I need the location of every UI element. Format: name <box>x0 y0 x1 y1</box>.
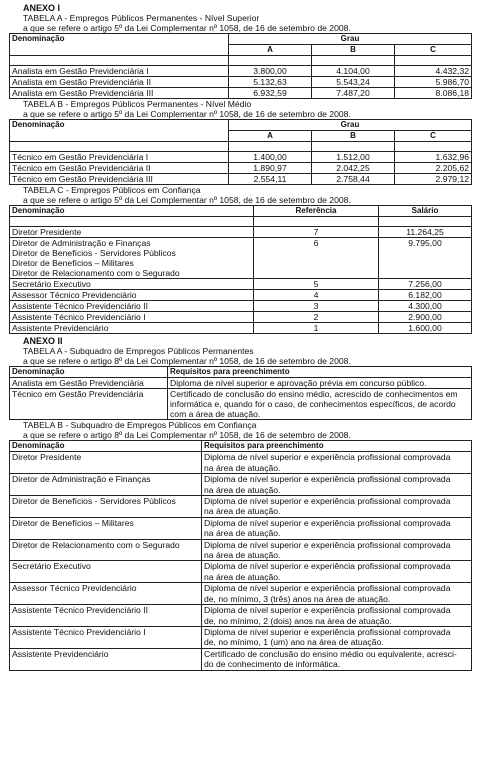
anexo1-tableA-title: TABELA A - Empregos Públicos Permanentes - Nível Superior <box>23 13 260 23</box>
value-cell: 2.042,25 <box>312 163 395 174</box>
denominacao-cell: Analista em Gestão Previdenciária I <box>10 66 229 77</box>
denominacao-cell: Analista em Gestão Previdenciária II <box>10 77 229 88</box>
value-cell: 1.512,00 <box>312 152 395 163</box>
table-row <box>10 474 472 496</box>
requisitos-line: informática e, quando for o caso, de conhecimentos específicos, de acordo <box>170 399 456 409</box>
requisitos-line: com a área de atuação. <box>170 409 261 419</box>
table-row <box>10 152 472 163</box>
value-cell: 2.205,62 <box>395 163 472 174</box>
salario-cell: 1.600,00 <box>379 323 472 334</box>
salario-cell: 2.900,00 <box>379 312 472 323</box>
value-cell: 6.932,59 <box>229 88 312 99</box>
table-row <box>10 312 472 323</box>
requisitos-line: na área de atuação. <box>204 484 281 495</box>
denominacao-cell: Assessor Técnico Previdenciário <box>10 290 254 301</box>
referencia-cell: 4 <box>254 290 379 301</box>
col-header-referencia: Referência <box>254 206 379 217</box>
denominacao-line: Diretor de Benefícios – Militares <box>12 258 134 268</box>
anexo1-tableA <box>9 33 472 99</box>
table-row <box>10 77 472 88</box>
requisitos-line: Certificado de conclusão do ensino médio ou equivalente, acresci- <box>204 648 457 659</box>
anexo1-tableA-subtitle: a que se refere o artigo 5º da Lei Complementar nº 1058, de 16 de setembro de 2008. <box>23 23 351 33</box>
table-row <box>10 88 472 99</box>
table-row <box>10 378 472 389</box>
denominacao-cell: Técnico em Gestão Previdenciária III <box>10 174 229 185</box>
anexo-2-title: ANEXO II <box>23 336 63 346</box>
salario-cell: 7.256,00 <box>379 279 472 290</box>
denominacao-cell: Diretor de Benefícios - Servidores Públicos <box>10 496 202 518</box>
table-row <box>10 389 472 420</box>
referencia-cell: 2 <box>254 312 379 323</box>
table-row <box>10 648 472 670</box>
anexo1-tableC-title: TABELA C - Empregos Públicos em Confiança <box>23 185 201 195</box>
requisitos-line: de, no mínimo, 2 (dois) anos na área de atuação. <box>204 615 392 626</box>
requisitos-cell <box>202 561 472 583</box>
col-header-denominacao: Denominação <box>10 120 229 142</box>
anexo2-tableA <box>9 366 472 420</box>
salario-cell: 6.182,00 <box>379 290 472 301</box>
value-cell: 3.800,00 <box>229 66 312 77</box>
denominacao-cell: Diretor de Relacionamento com o Segurado <box>10 539 202 561</box>
table-row <box>10 174 472 185</box>
value-cell: 2.554,11 <box>229 174 312 185</box>
referencia-cell: 5 <box>254 279 379 290</box>
grade-header: C <box>395 45 472 56</box>
requisitos-line: Diploma de nível superior e experiência profissional comprovada <box>204 474 451 485</box>
requisitos-line: do de conhecimento de informática. <box>204 659 341 670</box>
denominacao-cell: Diretor de Benefícios – Militares <box>10 517 202 539</box>
anexo2-tableB-subtitle: a que se refere o artigo 8º da Lei Complementar nº 1058, de 16 de setembro de 2008. <box>23 430 351 440</box>
requisitos-cell <box>202 496 472 518</box>
denominacao-cell: Assistente Técnico Previdenciário I <box>10 626 202 648</box>
table-row <box>10 66 472 77</box>
value-cell: 7.487,20 <box>312 88 395 99</box>
anexo1-tableB-subtitle: a que se refere o artigo 5º da Lei Complementar nº 1058, de 16 de setembro de 2008. <box>23 109 351 119</box>
requisitos-cell <box>168 389 472 420</box>
requisitos-line: Diploma de nível superior e experiência profissional comprovada <box>204 452 451 463</box>
table-row <box>10 452 472 474</box>
denominacao-cell: Assistente Técnico Previdenciário II <box>10 301 254 312</box>
referencia-cell: 3 <box>254 301 379 312</box>
referencia-cell: 6 <box>254 238 379 279</box>
requisitos-cell <box>202 626 472 648</box>
salario-cell: 4.300,00 <box>379 301 472 312</box>
value-cell: 1.632,96 <box>395 152 472 163</box>
requisitos-line: Diploma de nível superior e experiência profissional comprovada <box>204 517 451 528</box>
denominacao-cell: Assistente Previdenciário <box>10 323 254 334</box>
anexo1-tableB-title: TABELA B - Empregos Públicos Permanentes - Nível Médio <box>23 99 252 109</box>
denominacao-cell <box>10 238 254 279</box>
requisitos-cell <box>202 605 472 627</box>
grade-header: C <box>395 131 472 142</box>
value-cell: 5.543,24 <box>312 77 395 88</box>
denominacao-cell: Assistente Técnico Previdenciário I <box>10 312 254 323</box>
denominacao-cell: Secretário Executivo <box>10 561 202 583</box>
table-row <box>10 496 472 518</box>
grade-header: B <box>312 45 395 56</box>
col-header-denominacao: Denominação <box>10 34 229 56</box>
salario-cell: 11.264,25 <box>379 227 472 238</box>
anexo1-tableC-subtitle: a que se refere o artigo 5º da Lei Complementar nº 1058, de 16 de setembro de 2008. <box>23 195 351 205</box>
salario-cell: 9.795,00 <box>379 238 472 279</box>
col-header-denominacao: Denominação <box>10 367 168 378</box>
denominacao-cell: Secretário Executivo <box>10 279 254 290</box>
denominacao-line: Diretor de Benefícios - Servidores Públicos <box>12 248 176 258</box>
requisitos-cell <box>202 452 472 474</box>
table-row <box>10 227 472 238</box>
requisitos-line: Diploma de nível superior e experiência profissional comprovada <box>204 583 451 594</box>
table-row <box>10 290 472 301</box>
grade-header: B <box>312 131 395 142</box>
value-cell: 2.979,12 <box>395 174 472 185</box>
denominacao-cell: Técnico em Gestão Previdenciária II <box>10 163 229 174</box>
value-cell: 4.432,32 <box>395 66 472 77</box>
denominacao-cell: Analista em Gestão Previdenciária <box>10 378 168 389</box>
table-row <box>10 605 472 627</box>
col-header-grau: Grau <box>229 120 472 131</box>
requisitos-line: Diploma de nível superior e experiência profissional comprovada <box>204 626 451 637</box>
requisitos-cell <box>202 648 472 670</box>
requisitos-line: de, no mínimo, 3 (três) anos na área de atuação. <box>204 593 391 604</box>
table-row <box>10 238 472 279</box>
requisitos-line: Diploma de nível superior e experiência profissional comprovada <box>204 496 451 507</box>
col-header-requisitos: Requisitos para preenchimento <box>168 367 472 378</box>
requisitos-cell <box>202 539 472 561</box>
table-row <box>10 163 472 174</box>
requisitos-line: Diploma de nível superior e experiência profissional comprovada <box>204 539 451 550</box>
table-row <box>10 626 472 648</box>
grade-header: A <box>229 131 312 142</box>
requisitos-line: na área de atuação. <box>204 506 281 517</box>
anexo2-tableA-title: TABELA A - Subquadro de Empregos Públicos Permanentes <box>23 346 254 356</box>
value-cell: 2.758,44 <box>312 174 395 185</box>
col-header-grau: Grau <box>229 34 472 45</box>
denominacao-cell: Analista em Gestão Previdenciária III <box>10 88 229 99</box>
denominacao-cell: Técnico em Gestão Previdenciária I <box>10 152 229 163</box>
denominacao-cell: Assistente Previdenciário <box>10 648 202 670</box>
col-header-denominacao: Denominação <box>10 441 202 452</box>
value-cell: 5.132,63 <box>229 77 312 88</box>
table-row <box>10 583 472 605</box>
col-header-requisitos: Requisitos para preenchimento <box>202 441 472 452</box>
requisitos-line: na área de atuação. <box>204 462 281 473</box>
anexo2-tableB <box>9 440 472 671</box>
denominacao-cell: Diretor Presidente <box>10 452 202 474</box>
requisitos-line: Certificado de conclusão do ensino médio, acrescido de conhecimentos em <box>170 389 458 399</box>
col-header-salario: Salário <box>379 206 472 217</box>
referencia-cell: 7 <box>254 227 379 238</box>
denominacao-line: Diretor de Relacionamento com o Segurado <box>12 268 180 278</box>
table-row <box>10 539 472 561</box>
requisitos-line: na área de atuação. <box>204 528 281 539</box>
denominacao-cell: Assistente Técnico Previdenciário II <box>10 605 202 627</box>
anexo1-tableC <box>9 205 472 334</box>
value-cell: 8.086,18 <box>395 88 472 99</box>
requisitos-line: de, no mínimo, 1 (um) ano na área de atuação. <box>204 637 384 648</box>
value-cell: 5.986,70 <box>395 77 472 88</box>
requisitos-line: na área de atuação. <box>204 550 281 561</box>
value-cell: 1.400,00 <box>229 152 312 163</box>
table-row <box>10 301 472 312</box>
table-row <box>10 279 472 290</box>
requisitos-cell <box>202 517 472 539</box>
table-row <box>10 561 472 583</box>
requisitos-cell <box>168 378 472 389</box>
referencia-cell: 1 <box>254 323 379 334</box>
denominacao-cell: Diretor de Administração e Finanças <box>10 474 202 496</box>
requisitos-line: Diploma de nível superior e experiência profissional comprovada <box>204 605 451 616</box>
denominacao-cell: Assessor Técnico Previdenciário <box>10 583 202 605</box>
value-cell: 1.890,97 <box>229 163 312 174</box>
denominacao-cell: Diretor Presidente <box>10 227 254 238</box>
value-cell: 4.104,00 <box>312 66 395 77</box>
anexo2-tableA-subtitle: a que se refere o artigo 8º da Lei Complementar nº 1058, de 16 de setembro de 2008. <box>23 356 351 366</box>
requisitos-cell <box>202 583 472 605</box>
denominacao-cell: Técnico em Gestão Previdenciária <box>10 389 168 420</box>
anexo-1-title: ANEXO I <box>23 3 61 13</box>
table-row <box>10 323 472 334</box>
grade-header: A <box>229 45 312 56</box>
anexo2-tableB-title: TABELA B - Subquadro de Empregos Públicos em Confiança <box>23 420 257 430</box>
anexo1-tableB <box>9 119 472 185</box>
denominacao-line: Diretor de Administração e Finanças <box>12 238 151 248</box>
requisitos-line: Diploma de nível superior e aprovação prévia em concurso público. <box>170 378 427 388</box>
requisitos-cell <box>202 474 472 496</box>
requisitos-line: Diploma de nível superior e experiência profissional comprovada <box>204 561 451 572</box>
requisitos-line: na área de atuação. <box>204 571 281 582</box>
col-header-denominacao: Denominação <box>10 206 254 217</box>
table-row <box>10 517 472 539</box>
